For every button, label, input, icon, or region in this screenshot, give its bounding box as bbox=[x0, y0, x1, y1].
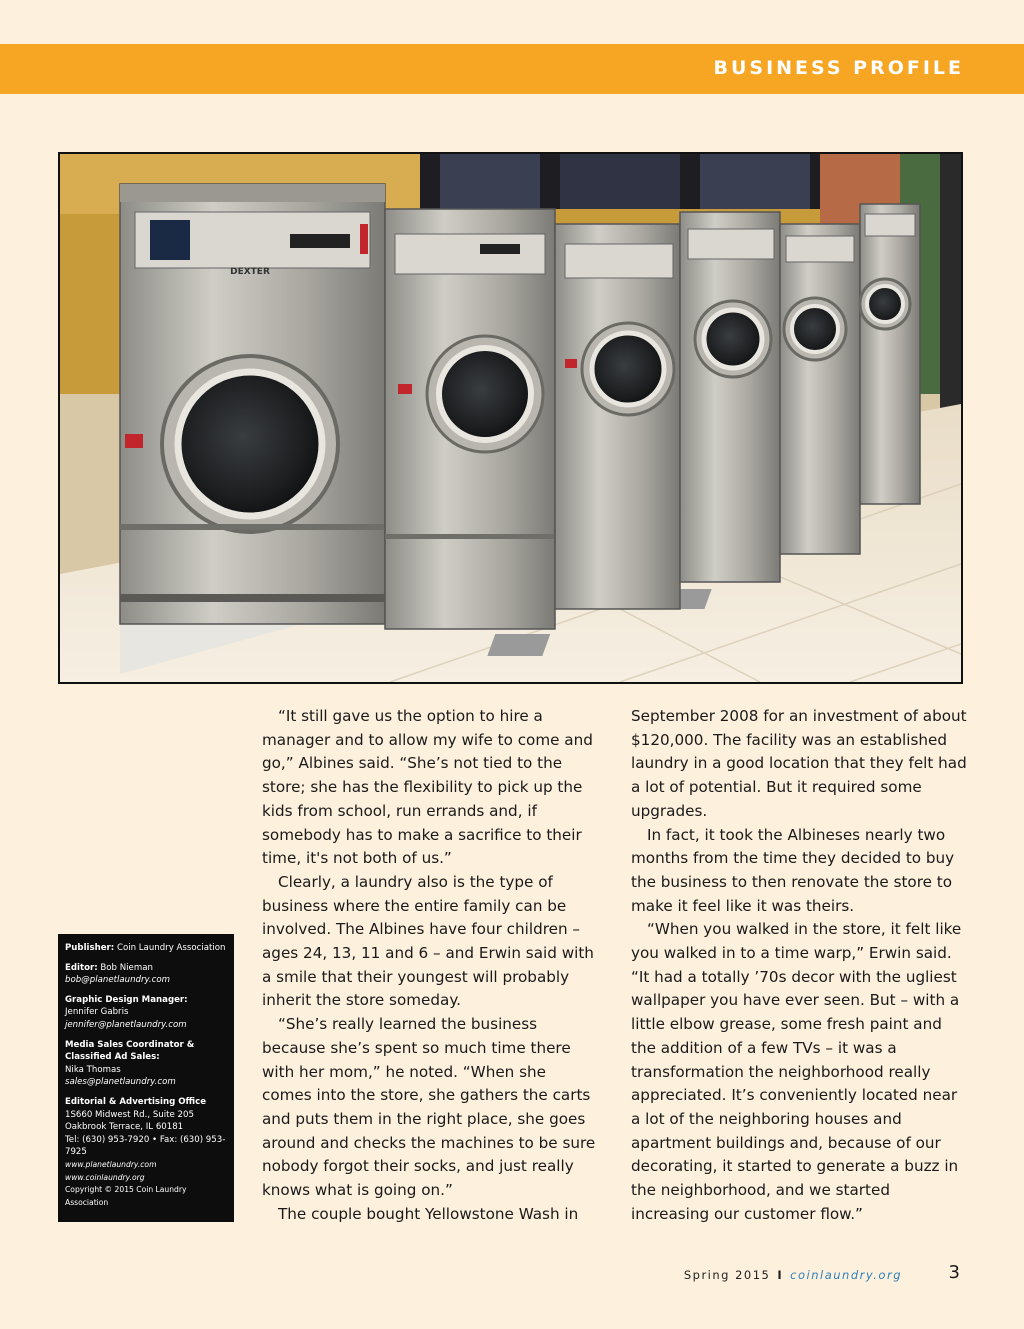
section-title: BUSINESS PROFILE bbox=[713, 57, 964, 79]
website-2: www.coinlaundry.org bbox=[65, 1172, 145, 1182]
design-label: Graphic Design Manager: bbox=[65, 994, 188, 1005]
phone-fax: Tel: (630) 953-7920 • Fax: (630) 953-7925 bbox=[65, 1134, 226, 1158]
footer-site: coinlaundry.org bbox=[790, 1268, 902, 1282]
publisher-label: Publisher: bbox=[65, 943, 115, 953]
paragraph: In fact, it took the Albineses nearly two months from the time they decided to buy the business to then renovate the store to make it feel like it was theirs. bbox=[631, 825, 955, 915]
address-line-2: Oakbrook Terrace, IL 60181 bbox=[65, 1122, 184, 1133]
article-column-2 bbox=[631, 705, 967, 1226]
paragraph: “It still gave us the option to hire a manager and to allow my wife to come and go,” Albines said. “She’s not tied to the store; she has the flexibility to pick up the kids from school, run errands and, if somebody has to make a sacrifice to their time, it's not both of us.” bbox=[262, 707, 593, 868]
publisher-name: Coin Laundry Association bbox=[116, 943, 226, 953]
paragraph: September 2008 for an investment of about $120,000. The facility was an established laundry in a good location that they felt had a lot of potential. But it required some upgrades. bbox=[631, 707, 967, 820]
sales-email: sales@planetlaundry.com bbox=[65, 1077, 176, 1088]
masthead-box bbox=[58, 934, 234, 1222]
sales-name: Nika Thomas bbox=[65, 1064, 121, 1075]
sales-label-line-2: Classified Ad Sales: bbox=[65, 1052, 160, 1063]
section-banner bbox=[0, 44, 1024, 94]
paragraph: The couple bought Yellowstone Wash in bbox=[278, 1204, 579, 1223]
page-footer bbox=[684, 1268, 902, 1282]
paragraph: Clearly, a laundry also is the type of business where the entire family can be involved. The Albines have four children – ages 24, 13, 11 and 6 – and Erwin said with a smile that their youngest will probably inherit the store someday. bbox=[262, 872, 594, 1010]
address-line-1: 1S660 Midwest Rd., Suite 205 bbox=[65, 1109, 194, 1120]
page-number: 3 bbox=[948, 1262, 960, 1283]
website-1: www.planetlaundry.com bbox=[65, 1159, 157, 1169]
dexter-brand-label: DEXTER bbox=[230, 267, 270, 277]
issue-label: Spring 2015 bbox=[683, 1268, 771, 1282]
sales-label-line-1: Media Sales Coordinator & bbox=[65, 1039, 195, 1050]
design-email: jennifer@planetlaundry.com bbox=[65, 1019, 187, 1030]
design-name: Jennifer Gabris bbox=[65, 1007, 129, 1018]
article-column-1 bbox=[262, 705, 598, 1226]
paragraph: “When you walked in the store, it felt like you walked in to a time warp,” Erwin said. “It had a totally ’70s decor with the ugliest wallpaper you have ever seen. But – with a little elbow grease, some fresh paint and the addition of a few TVs – it was a transformation the neighborhood really appreciated. It’s conveniently located near a lot of the neighboring houses and apartment buildings and, because of our decorating, it started to generate a buzz in the neighborhood, and we started increasing our customer flow.” bbox=[631, 920, 962, 1223]
washers-illustration bbox=[60, 154, 961, 682]
footer-separator: I bbox=[777, 1268, 784, 1282]
laundromat-photo bbox=[58, 152, 963, 684]
office-label: Editorial & Advertising Office bbox=[65, 1096, 207, 1107]
editor-name: Bob Nieman bbox=[100, 962, 153, 973]
editor-email: bob@planetlaundry.com bbox=[65, 975, 171, 986]
copyright: Copyright © 2015 Coin Laundry Association bbox=[65, 1185, 187, 1207]
paragraph: “She’s really learned the business because she’s spent so much time there with her mom,” he noted. “When she comes into the store, she gathers the carts and puts them in the right place, she goes around and checks the machines to be sure nobody forgot their socks, and just really knows what is going on.” bbox=[262, 1015, 596, 1200]
editor-label: Editor: bbox=[65, 962, 98, 973]
